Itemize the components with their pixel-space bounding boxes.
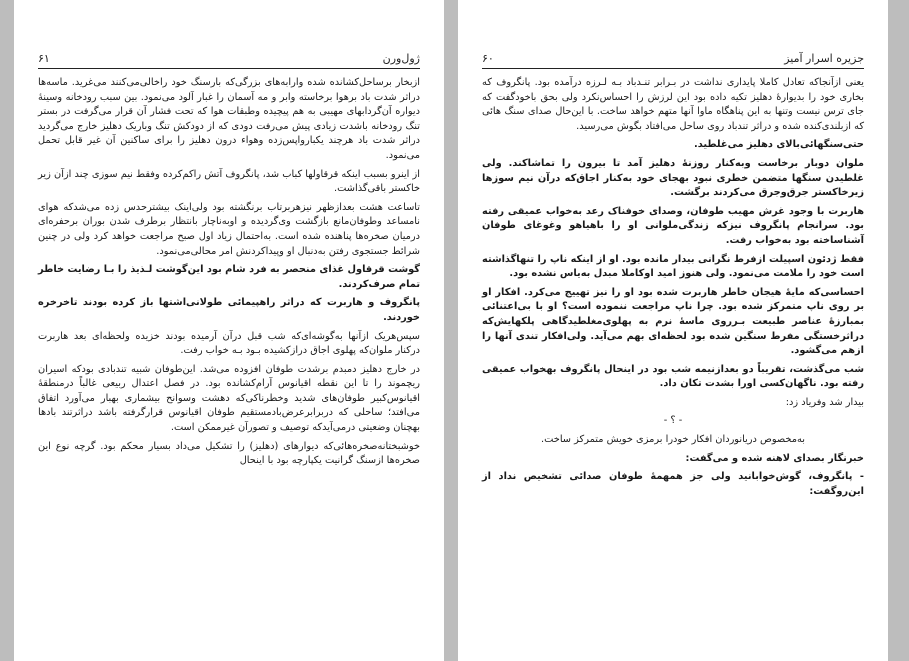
paragraph: هاربرت با وجود غرش مهیب طوفان، وصدای خوفناک رعد به‌خواب عمیقی رفته بود. سرانجام پانگروف نیزکه زندگی‌ملوانی او را باهیاهو وغوغای طوفان آشناساخته بود به‌خواب رفت. [482,205,864,246]
paragraph: از اینرو بسبب اینکه قرقاولها کباب شد، پانگروف آتش راکم‌کرده وفقط نیم سوزی چند ازآن زیر خاکستر باقی‌گذاشت. [38,168,420,195]
paragraph: پانگروف و هاربرت که دراثر راهپیمائی طولانی‌اشتها باز کرده بودند تا‌خرخره خوردند. [38,297,420,323]
paragraph: فقط ژدئون اسپیلت ازفرط نگرانی بیدار مانده بود. او از اینکه ناپ را تنهاگذاشته است خود را ملامت می‌نمود. ولی هنوز امید اوکاملا مبدل به‌یاس نشده بود. [482,253,864,280]
right-page [458,0,888,661]
paragraph: شب می‌گذشت، تقریباً دو بعدازنیمه شب بود در اینحال پانگروف بهخواب عمیقی رفته بود. ناگهان‌کسی اورا بشدت تکان داد. [482,363,864,390]
paragraph: گوشت قرقاول غذای منحصر به فرد شام بود این‌گوشت لـذیذ را بـا رضایت خاطر تمام صرف‌کردند. [38,264,420,290]
paragraph: سپس‌هریک ازآنها به‌گوشه‌ای‌که شب قبل درآن آرمیده بودند خزیده ولحظه‌ای بعد هاربرت درکنار ملوان‌که پهلوی اجاق درازکشیده بـود بـه خواب رفت. [38,330,420,357]
right-running-title: جزیره اسرار آمیز [784,52,864,65]
left-page-number: ۶۱ [38,52,50,65]
right-page-body [482,76,864,503]
left-page [14,0,444,661]
paragraph: خوشبختانه‌صخره‌هائی‌که دیوارهای (دهلیز) را تشکیل می‌داد بسیار محکم بود. گرچه نوع این صخره‌ها ازسنگ گرانیت یکپارچه بود با اینحال [38,440,420,467]
paragraph: حتی‌سنگهائی‌بالای دهلیز می‌غلطید. [694,139,864,151]
paragraph: ازبخار برساحل‌کشانده شده وارابه‌های بزرگی‌که بارسنگ خود راخالی‌می‌کنند می‌غرید. ماسه‌ها دراثر شدت باد برهوا برخاسته وابر و مه آسمان را غبار آلود می‌نمود. بین سبب رودخانه وسینهٔ دیواره آن‌گردابهای مهیبی به هم پیچیده وطبقات هوا که تحت فشار آن قرار می‌گرفت در بستر تنگ رودخانه باشدت زیادی پیش می‌رفت دودی که از دودکش تنگ وباریک دهلیز خارج می‌گردید دراثر شدت باد هرچند یکبارواپس‌زده وهواء درون دهلیز را برای ساکنین آن غیر قابل تحمل می‌نمود. [38,77,420,161]
paragraph: بیدار شد وفریاد زد: [785,396,864,408]
right-page-header [482,52,864,69]
paragraph: تاساعت هشت بعدازظهر نیزهربرتاب برنگشته بود ولی‌اینک بیشترحدس زده می‌شدکه هوای نامساعد وطوفان‌مانع بازگشت وی‌گردیده و اوبه‌ناچار بانتظار برطرف شدن بوران برحفره‌ای درمیان صخره‌ها پناهنده شده است. به‌احتمال زیاد اول صبح مراجعت خواهد کرد ولی در چنین شرائط جستجوی رفتن به‌دنبال او وپیداکردنش امر محالی‌می‌نمود. [38,201,420,257]
paragraph: یعنی ازآنجاکه تعادل کاملا پایداری نداشت در بـرابر تنـدباد بـه لـرزه درآمده بود. پانگروف که بخاری خود را بدیوارهٔ دهلیز تکیه داده بود این لرزش را احساس‌نکرد ولی بحق باخودگفت که جای ترس نیست وتنها به این پناهگاه ماوا آنها متهم خواهد ساخت. با این‌حال صدای سنگ هائی که ازبلندی‌کنده شده و دراثر تندباد روی ساحل می‌افتاد بگوش می‌رسید. [482,77,864,132]
paragraph: ملوان دوبار برخاست وبه‌کنار روزنهٔ دهلیز آمد تا بیرون را تماشاکند. ولی غلطیدن سنگها متضمن خطری نبود بهجای خود به‌کنار اجاق‌که درآن نیم سوزها زیرخاکستر جرق‌وجرق می‌کردند برگشت. [482,157,864,199]
left-running-title: ژول‌ورن [382,52,420,65]
left-page-header [38,52,420,69]
dialogue-line: خبرنگار بصدای لاهنه شده و می‌گفت: [685,452,864,464]
paragraph: در خارج دهلیز دمبدم برشدت طوفان افزوده می‌شد. این‌طوفان شبیه تندبادی بودکه اسیران ریچموند را تا این نقطه اقیانوس آرام‌کشانده بود. در فصل اعتدال ربیعی غالباً درمنطقهٔ اقیانوس‌کبیر طوفان‌های شدید وخطرناکی‌که دهشت وسوانح بیشماری بهبار می‌آورد اتفاق می‌افتد؛ ساحلی که دربرابرعرض‌بادمستقیم طوفان اقیانوس قرارگرفته باشد دراثرتند بادها بهچنان وضعیتی درمی‌آیدکه توصیف و تصورآن غیرممکن است. [38,363,420,434]
section-mark: - ؟ - [663,415,683,427]
caption: به‌مخصوص دریانوردان افکار خودرا برمزی خویش متمرکز ساخت. [541,434,805,446]
paragraph: احساسی‌که مایهٔ هیجان خاطر هاربرت شده بود او را نیز تهییج می‌کرد. افکار او بر روی ناپ متمرکز شده بود. چرا ناپ مراجعت ننموده است؟ او با بی‌اعتنائی بمبارزهٔ عناصر طبیعت بـرروی ماسهٔ نرم به پهلوی‌مغلطیدگاهی پلکهایش‌که دراثرخستگی مفرط سنگین شده بود لحظه‌ای بهم می‌آید. ولی‌افکار تندی آنها را ازهم می‌گشود. [482,286,864,357]
left-page-body [38,76,420,473]
dialogue-line: - پانگروف، گوش‌خوابانید ولی جز همهمهٔ طوفان صدائی تشخیص نداد از این‌روگفت: [482,471,864,497]
right-page-number: ۶۰ [482,52,494,65]
